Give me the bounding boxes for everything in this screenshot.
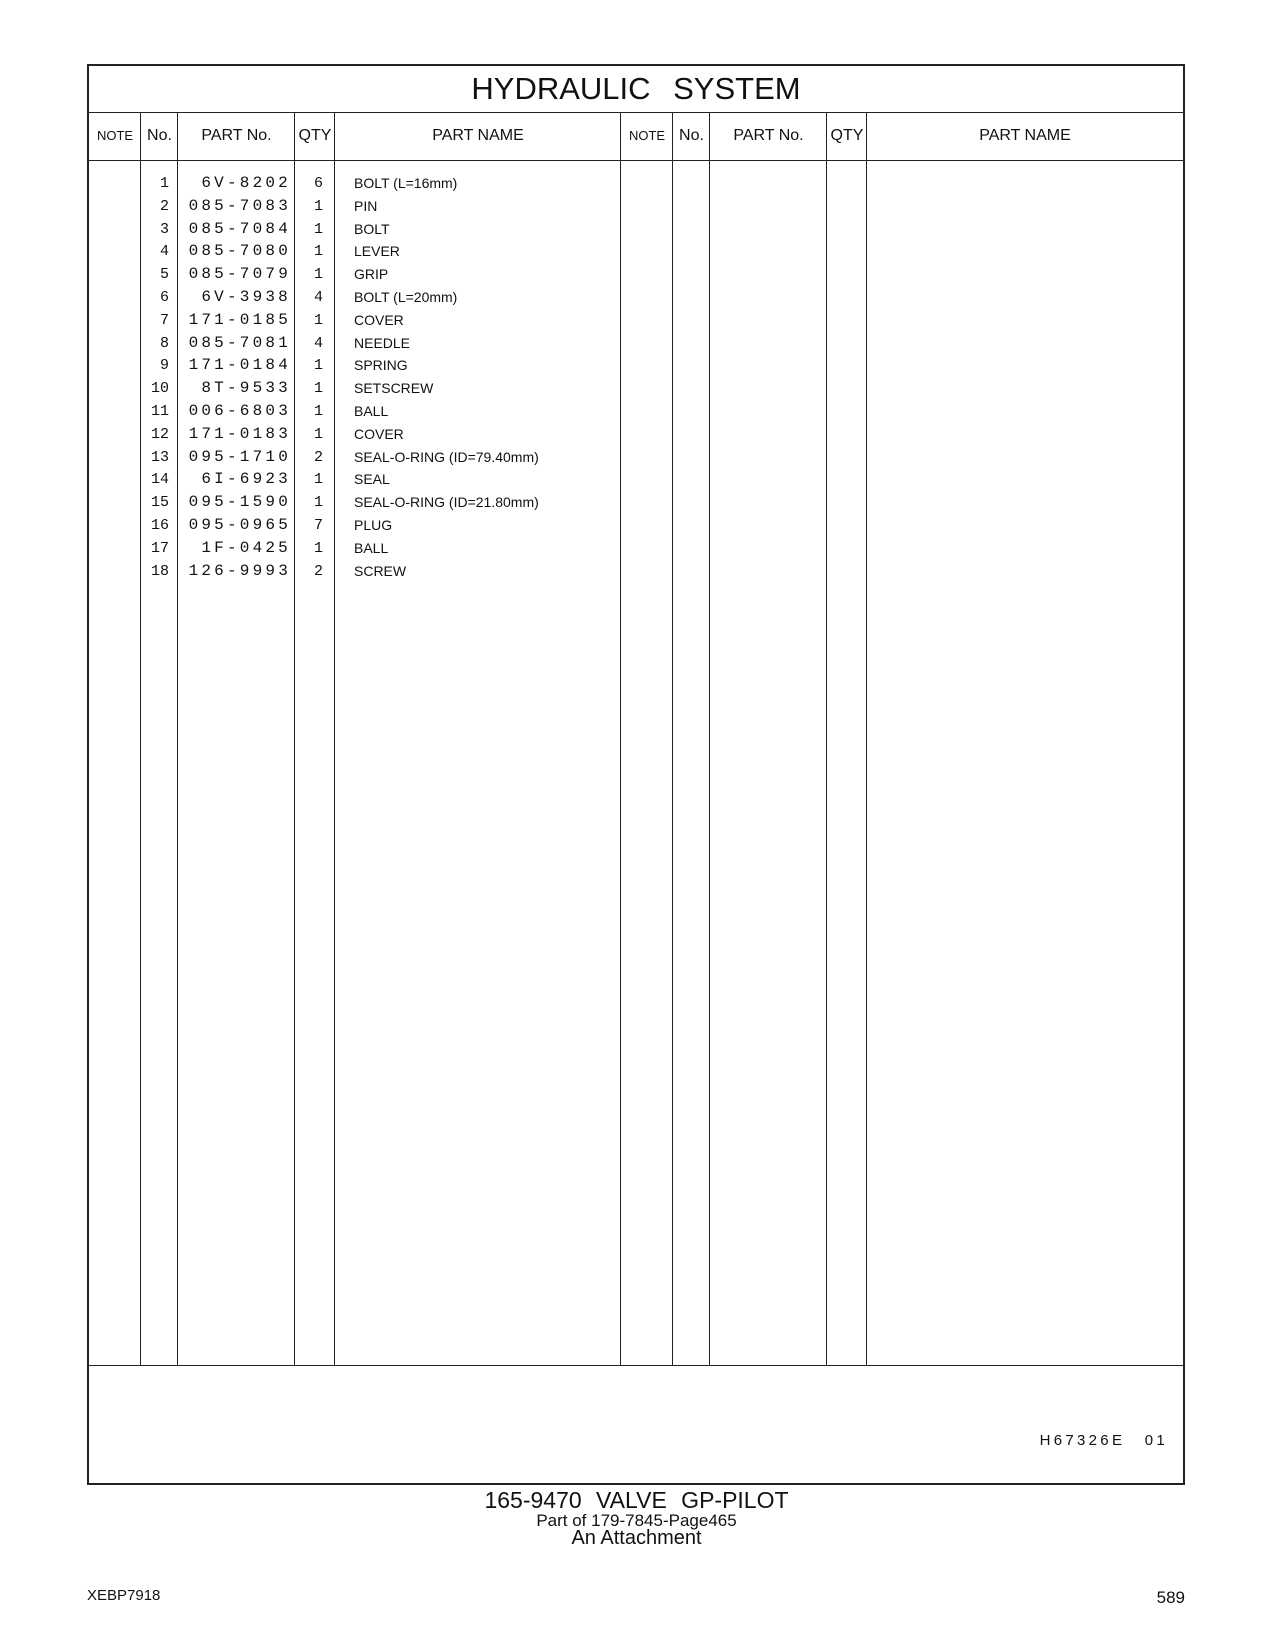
quantity: 1 <box>313 539 323 557</box>
quantity: 1 <box>313 220 323 238</box>
part-number: 095-1710 <box>188 447 291 466</box>
quantity: 1 <box>313 403 323 420</box>
part-number: 095-0965 <box>188 516 291 534</box>
quantity: 1 <box>313 380 323 398</box>
item-number: 15 <box>150 494 169 512</box>
part-number: 6I-6923 <box>201 470 291 489</box>
part-number: 6V-8202 <box>201 174 291 192</box>
quantity: 1 <box>313 357 323 375</box>
quantity: 1 <box>313 243 323 261</box>
item-number: 14 <box>150 471 169 489</box>
item-number: 5 <box>159 266 169 284</box>
item-number: 16 <box>150 517 169 534</box>
header-note-left: NOTE <box>96 128 134 143</box>
table-row <box>89 195 1183 218</box>
page-number: 589 <box>1156 1588 1185 1607</box>
header-no-left: No. <box>147 127 172 144</box>
header-part-name-right: PART NAME <box>979 127 1071 144</box>
part-number: 1F-0425 <box>201 538 291 557</box>
part-number: 095-1590 <box>188 493 291 512</box>
item-number: 7 <box>159 311 169 329</box>
table-row <box>89 468 1183 491</box>
table-header-row <box>89 113 1183 161</box>
item-number: 9 <box>159 357 169 375</box>
table-row <box>89 560 1183 583</box>
part-name: PLUG <box>354 517 393 533</box>
item-number: 3 <box>159 220 169 238</box>
part-number: 6V-3938 <box>201 288 291 306</box>
part-name: SEAL <box>354 471 390 488</box>
header-no-right: No. <box>679 127 704 144</box>
part-name: BOLT (L=16mm) <box>354 175 458 191</box>
quantity: 6 <box>313 175 323 192</box>
item-number: 12 <box>150 425 169 443</box>
item-number: 13 <box>150 448 169 466</box>
quantity: 2 <box>313 562 323 580</box>
quantity: 4 <box>313 289 323 306</box>
part-number: 085-7083 <box>188 196 291 215</box>
part-number: 171-0185 <box>188 310 291 329</box>
table-row <box>89 423 1183 446</box>
header-qty-left: QTY <box>298 127 332 144</box>
header-qty-right: QTY <box>830 127 864 144</box>
table-row <box>89 240 1183 263</box>
table-row <box>89 218 1183 241</box>
part-name: SPRING <box>354 357 408 374</box>
part-number: 126-9993 <box>188 561 291 580</box>
table-row <box>89 537 1183 560</box>
item-number: 1 <box>159 175 169 192</box>
item-number: 8 <box>159 334 169 352</box>
header-part-name-left: PART NAME <box>432 127 524 144</box>
item-number: 6 <box>159 289 169 306</box>
quantity: 2 <box>313 448 323 466</box>
part-name: PIN <box>354 197 378 214</box>
table-row <box>89 514 1183 537</box>
part-number: 8T-9533 <box>201 379 291 398</box>
quantity: 7 <box>313 517 323 534</box>
part-number: 085-7081 <box>188 333 291 352</box>
header-part-no-right: PART No. <box>733 127 804 144</box>
part-number: 171-0183 <box>188 424 291 443</box>
table-row <box>89 263 1183 286</box>
table-row <box>89 309 1183 332</box>
part-number: 085-7080 <box>188 242 291 261</box>
part-name: COVER <box>354 425 404 442</box>
quantity: 4 <box>313 334 323 352</box>
table-bottom-rule <box>89 1365 1183 1366</box>
assembly-title: 165-9470 VALVE GP-PILOT <box>484 1487 789 1513</box>
part-name: SEAL-O-RING (ID=79.40mm) <box>354 448 539 465</box>
item-number: 4 <box>159 243 169 261</box>
part-name: SETSCREW <box>354 380 434 397</box>
part-name: SCREW <box>354 562 407 579</box>
item-number: 18 <box>150 562 169 580</box>
quantity: 1 <box>313 311 323 329</box>
table-row <box>89 400 1183 423</box>
part-name: SEAL-O-RING (ID=21.80mm) <box>354 494 539 511</box>
table-row <box>89 377 1183 400</box>
quantity: 1 <box>313 197 323 215</box>
table-row <box>89 354 1183 377</box>
item-number: 11 <box>150 403 169 420</box>
parts-table-frame <box>87 64 1185 1485</box>
part-name: LEVER <box>354 243 400 260</box>
part-name: NEEDLE <box>354 334 411 351</box>
part-name: COVER <box>354 311 404 328</box>
item-number: 2 <box>159 197 169 215</box>
table-row <box>89 172 1183 195</box>
quantity: 1 <box>313 425 323 443</box>
part-name: BALL <box>354 539 389 556</box>
document-id: XEBP7918 <box>87 1587 161 1604</box>
part-name: GRIP <box>354 266 389 283</box>
part-number: 085-7084 <box>188 219 291 238</box>
assembly-attachment-note: An Attachment <box>571 1527 702 1549</box>
quantity: 1 <box>313 266 323 284</box>
section-title: HYDRAULIC SYSTEM <box>89 66 1183 113</box>
item-number: 17 <box>150 539 169 557</box>
table-row <box>89 446 1183 469</box>
drawing-code: H67326E 01 <box>1039 1432 1168 1449</box>
table-row <box>89 286 1183 309</box>
header-note-right: NOTE <box>628 128 666 143</box>
table-row <box>89 332 1183 355</box>
part-number: 085-7079 <box>188 265 291 284</box>
part-name: BOLT <box>354 220 390 237</box>
part-name: BALL <box>354 403 389 419</box>
item-number: 10 <box>150 380 169 398</box>
part-name: BOLT (L=20mm) <box>354 289 458 305</box>
header-part-no-left: PART No. <box>201 127 272 144</box>
quantity: 1 <box>313 471 323 489</box>
table-row <box>89 491 1183 514</box>
assembly-parent-reference: Part of 179-7845-Page465 <box>536 1511 737 1530</box>
part-number: 006-6803 <box>188 402 291 420</box>
part-number: 171-0184 <box>188 356 291 375</box>
quantity: 1 <box>313 494 323 512</box>
